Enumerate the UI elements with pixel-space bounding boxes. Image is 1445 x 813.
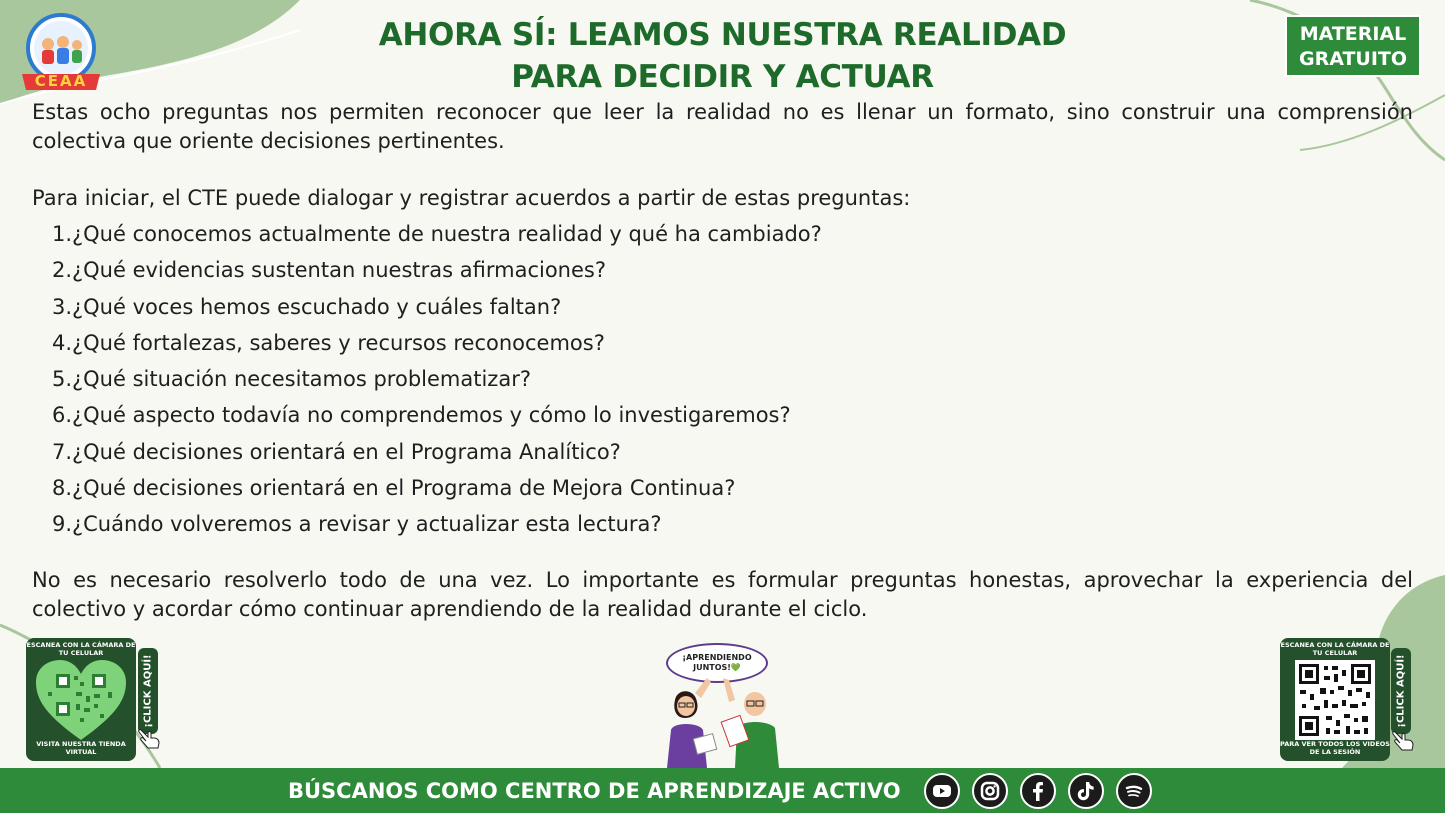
question-text: ¿Qué fortalezas, saberes y recursos reconocemos? <box>72 330 605 355</box>
footer-bar <box>0 768 1445 813</box>
question-text: ¿Qué evidencias sustentan nuestras afirmaciones? <box>72 258 606 283</box>
pointing-hand-icon <box>138 728 162 750</box>
questions-intro: Para iniciar, el CTE puede dialogar y registrar acuerdos a partir de estas preguntas: <box>32 186 911 210</box>
click-here-label: ¡CLICK AQUÍ! <box>142 654 154 728</box>
question-number: 3. <box>51 294 72 319</box>
list-item <box>48 361 1248 397</box>
badge-line-2: GRATUITO <box>1298 48 1408 70</box>
teachers-high-five-illustration <box>655 678 790 768</box>
list-item <box>48 216 1248 252</box>
list-item <box>48 434 1248 470</box>
list-item <box>48 397 1248 433</box>
pointing-hand-icon <box>1392 730 1416 752</box>
facebook-icon[interactable] <box>1020 773 1056 809</box>
store-qr-card[interactable] <box>26 638 136 761</box>
questions-list <box>48 216 1248 543</box>
spotify-icon[interactable] <box>1116 773 1152 809</box>
youtube-icon[interactable] <box>924 773 960 809</box>
list-item <box>48 252 1248 288</box>
question-text: ¿Qué conocemos actualmente de nuestra realidad y qué ha cambiado? <box>72 222 822 246</box>
title-line-2: PARA DECIDIR Y ACTUAR <box>511 59 934 95</box>
qr-caption-bottom: PARA VER TODOS LOS VIDEOS DE LA SESIÓN <box>1280 740 1390 756</box>
list-item <box>48 325 1248 361</box>
question-number: 7. <box>51 439 72 464</box>
footer-text: BÚSCANOS COMO CENTRO DE APRENDIZAJE ACTIVO <box>288 779 901 803</box>
question-text: ¿Qué aspecto todavía no comprendemos y cómo lo investigaremos? <box>72 403 791 428</box>
logo-text: CEAA <box>34 72 88 90</box>
list-item <box>48 506 1248 542</box>
click-here-label: ¡CLICK AQUÍ! <box>1395 654 1407 728</box>
question-number: 2. <box>51 258 72 283</box>
question-number: 8. <box>51 476 72 501</box>
badge-line-1: MATERIAL <box>1299 23 1407 45</box>
question-number: 6. <box>51 403 72 428</box>
instagram-icon[interactable] <box>972 773 1008 809</box>
question-text: ¿Qué decisiones orientará en el Programa de Mejora Continua? <box>72 476 736 501</box>
speech-bubble: ¡APRENDIENDO JUNTOS!💚 <box>666 643 768 683</box>
free-material-badge <box>1285 15 1421 77</box>
question-number: 9. <box>51 512 72 537</box>
qr-code-icon <box>1290 660 1380 742</box>
qr-caption-bottom: VISITA NUESTRA TIENDA VIRTUAL <box>36 740 126 756</box>
question-text: ¿Qué voces hemos escuchado y cuáles faltan? <box>72 294 562 319</box>
qr-caption-top: ESCANEA CON LA CÁMARA DE TU CELULAR <box>1280 641 1390 657</box>
click-here-tab-right[interactable] <box>1391 648 1411 734</box>
question-text: ¿Qué decisiones orientará en el Programa Analítico? <box>72 439 621 464</box>
videos-qr-card[interactable] <box>1280 638 1390 761</box>
title-line-1: AHORA SÍ: LEAMOS NUESTRA REALIDAD <box>378 17 1067 53</box>
ceaa-logo <box>18 12 104 92</box>
heart-qr-code-icon <box>36 660 126 742</box>
click-here-tab-left[interactable] <box>138 648 158 734</box>
question-number: 1. <box>51 222 72 246</box>
qr-caption-top: ESCANEA CON LA CÁMARA DE TU CELULAR <box>26 641 136 657</box>
question-text: ¿Cuándo volveremos a revisar y actualizar esta lectura? <box>72 512 662 537</box>
question-number: 4. <box>51 330 72 355</box>
question-text: ¿Qué situación necesitamos problematizar? <box>72 367 531 392</box>
list-item <box>48 289 1248 325</box>
list-item <box>48 470 1248 506</box>
page-title <box>300 14 1145 98</box>
closing-paragraph: No es necesario resolverlo todo de una vez. Lo importante es formular preguntas honestas, aprovechar la experiencia del colectivo y acordar cómo continuar aprendiendo de la realidad durante el ciclo. <box>32 568 1413 621</box>
tiktok-icon[interactable] <box>1068 773 1104 809</box>
question-number: 5. <box>51 367 72 392</box>
intro-paragraph: Estas ocho preguntas nos permiten reconocer que leer la realidad no es llenar un formato, sino construir una comprensión colectiva que oriente decisiones pertinentes. <box>32 100 1413 153</box>
